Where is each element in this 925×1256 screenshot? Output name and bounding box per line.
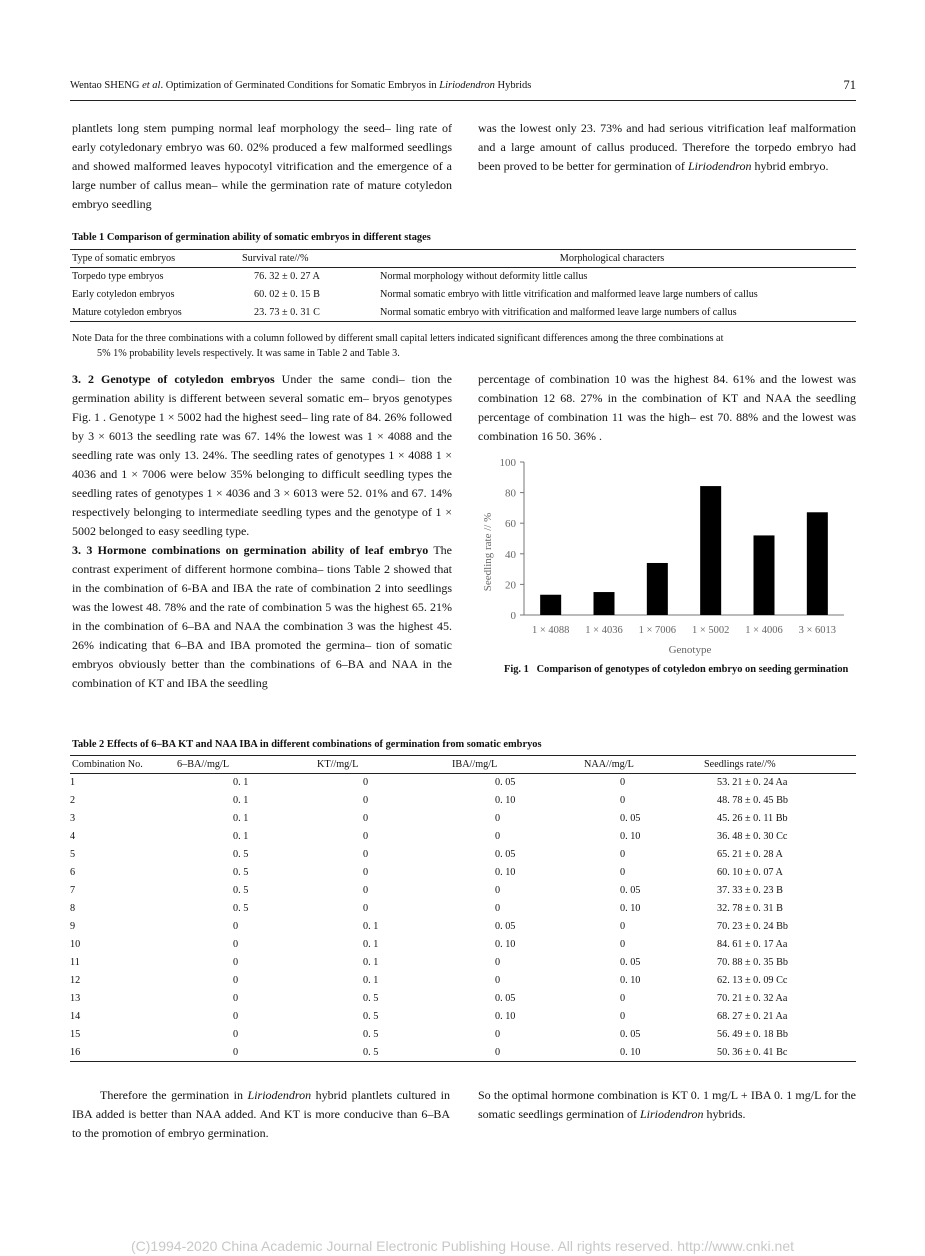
section-3-3-heading: 3. 3 Hormone combinations on germination ability of leaf embryo bbox=[72, 543, 429, 557]
table-row bbox=[70, 304, 856, 322]
table-cell: 0 bbox=[233, 993, 239, 1004]
table1-caption: Table 1 Comparison of germination ability of somatic embryos in different stages bbox=[72, 232, 431, 243]
article-title-part2: Hybrids bbox=[494, 80, 532, 91]
table-cell: 50. 36 ± 0. 41 Bc bbox=[717, 1046, 788, 1058]
section-3-3-text: The contrast experiment of different hormone combina– tions Table 2 showed that in the combination of 6-BA and IBA the rate of combination 2 into seedlings was the lowest 48. 78% and the rate of combination 5 was the highest 65. 21% in the combination of 6–BA and NAA the combination 3 was the highest 45. 26% indicating that 6–BA and IBA promoted the germina– tion of somatic embryos obviously better than the combinations of 6–BA and NAA in the combination of KT and IBA the seedling bbox=[72, 543, 452, 690]
middle-right-paragraph bbox=[478, 370, 856, 446]
table-cell: Torpedo type embryos bbox=[72, 271, 164, 283]
table2-header-row bbox=[70, 756, 856, 774]
table-cell: 70. 21 ± 0. 32 Aa bbox=[717, 993, 788, 1004]
x-tick-label: 1 × 4088 bbox=[531, 625, 570, 636]
y-axis-label: Seedling rate // % bbox=[482, 512, 494, 592]
table-row bbox=[70, 792, 856, 810]
table-cell: 0 bbox=[620, 777, 626, 789]
table-cell: 0 bbox=[495, 957, 501, 968]
table2-caption: Table 2 Effects of 6–BA KT and NAA IBA in different combinations of germination from somatic embryos bbox=[72, 739, 542, 750]
table-cell: 0 bbox=[363, 813, 369, 824]
table-cell: 0 bbox=[233, 975, 239, 986]
table-cell: 0. 5 bbox=[363, 993, 379, 1004]
table-cell: 5 bbox=[70, 849, 76, 860]
table-cell: 15 bbox=[70, 1029, 81, 1040]
table-row bbox=[70, 846, 856, 864]
bottom-right-text: So the optimal hormone combination is KT 0. 1 mg/L + IBA 0. 1 mg/L for the somatic seedlings germination of Liriodendron hybrids. bbox=[478, 1088, 856, 1121]
et-al: et al bbox=[142, 80, 161, 91]
table-cell: 48. 78 ± 0. 45 Bb bbox=[717, 795, 788, 806]
table-cell: 0. 5 bbox=[233, 849, 249, 860]
table-cell: 4 bbox=[70, 831, 76, 842]
table-cell: 0. 5 bbox=[233, 903, 249, 914]
table-row bbox=[70, 774, 856, 792]
table-cell: 0. 5 bbox=[233, 885, 249, 896]
top-left-text: plantlets long stem pumping normal leaf morphology the seed– ling rate of early cotyledonary embryo was 60. 02% produced a few malformed seedlings and showed malformed leaves hypocotyl vitrification and the emergence of a large number of callus mean– while the germination rate of mature cotyledon embryo seedling bbox=[72, 121, 452, 211]
table-cell: 0. 1 bbox=[363, 957, 379, 968]
table-cell: 0. 1 bbox=[363, 975, 379, 986]
table-cell: Early cotyledon embryos bbox=[72, 289, 175, 300]
table-cell: 45. 26 ± 0. 11 Bb bbox=[717, 813, 788, 824]
middle-left-column bbox=[72, 370, 452, 693]
table-cell: 0. 1 bbox=[233, 813, 249, 824]
table-cell: 0 bbox=[620, 867, 626, 878]
table2-header-naa: NAA//mg/L bbox=[584, 759, 634, 770]
table1 bbox=[70, 249, 856, 322]
table-cell: 16 bbox=[70, 1046, 81, 1058]
table-cell: 0. 05 bbox=[620, 957, 641, 968]
table-cell: 0. 10 bbox=[620, 831, 641, 842]
table-row bbox=[70, 1026, 856, 1044]
table1-header-row bbox=[70, 250, 856, 268]
table-cell: 0. 1 bbox=[233, 777, 249, 789]
table-cell: 0. 05 bbox=[495, 993, 516, 1004]
top-right-paragraph bbox=[478, 119, 856, 176]
header-rule bbox=[70, 100, 856, 101]
table-row bbox=[70, 864, 856, 882]
table-cell: 23. 73 ± 0. 31 C bbox=[254, 306, 320, 318]
table-cell: 0 bbox=[233, 957, 239, 968]
table-cell: 53. 21 ± 0. 24 Aa bbox=[717, 777, 788, 789]
x-tick-label: 1 × 5002 bbox=[691, 625, 730, 636]
x-tick-label: 1 × 7006 bbox=[638, 625, 677, 636]
table2-header-iba: IBA//mg/L bbox=[452, 759, 498, 770]
table-cell: 3 bbox=[70, 813, 76, 824]
x-tick-label: 3 × 6013 bbox=[798, 625, 837, 636]
bar bbox=[807, 512, 828, 615]
table-cell: 0 bbox=[495, 813, 501, 824]
top-right-text: was the lowest only 23. 73% and had serious vitrification leaf malformation and a large amount of callus produced. Therefore the torpedo embryo had been proved to be better for germination of Liriodendron hybrid embryo. bbox=[478, 121, 856, 173]
bar bbox=[594, 592, 615, 615]
bar bbox=[754, 535, 775, 615]
table-cell: 0 bbox=[495, 1046, 501, 1058]
y-tick-label: 20 bbox=[505, 579, 516, 592]
top-left-paragraph bbox=[72, 119, 452, 214]
table-cell: Normal somatic embryo with vitrification and malformed leave large numbers of callus bbox=[380, 306, 737, 318]
figure-caption-text: Comparison of genotypes of cotyledon embryo on seeding germination bbox=[536, 664, 849, 675]
table-cell: 0. 5 bbox=[363, 1011, 379, 1022]
table-cell: 84. 61 ± 0. 17 Aa bbox=[717, 939, 788, 950]
table-cell: 8 bbox=[70, 903, 76, 914]
bottom-left-text: Therefore the germination in Liriodendron hybrid plantlets cultured in IBA added is better than NAA added. And KT is more conducive than 6–BA to the promotion of embryo germination. bbox=[72, 1088, 451, 1140]
table-cell: 0. 10 bbox=[495, 867, 516, 878]
table-cell: 0. 10 bbox=[620, 975, 641, 986]
table-cell: 0 bbox=[495, 885, 501, 896]
table-cell: 0. 05 bbox=[620, 885, 641, 896]
copyright-footer: (C)1994-2020 China Academic Journal Electronic Publishing House. All rights reserved. http://www.cnki.net bbox=[131, 1238, 794, 1254]
section-3-2-text: Under the same condi– tion the germination ability is different between several somatic em– bryos genotypes Fig. 1 . Genotype 1 × 5002 had the highest seed– ling rate of 84. 26% followed by 3 × 6013 the seedling rate was 67. 14% the lowest was 1 × 4088 and the seedling rate was only 13. 24%. The seedling rates of genotypes 1 × 4088 1 × 4036 and 1 × 7006 were below 35% belonging to difficult seedling types the seedling rates of genotypes 1 × 4036 and 3 × 6013 were 52. 01% and 67. 14% respectively belonging to intermediate seedling types and the genotype of 1 × 5002 belonged to easy seedling type. bbox=[72, 372, 452, 538]
table-cell: 0 bbox=[620, 849, 626, 860]
table-cell: 0 bbox=[495, 975, 501, 986]
table1-header-survival: Survival rate//% bbox=[242, 253, 309, 264]
table-cell: 0 bbox=[363, 831, 369, 842]
table-cell: 1 bbox=[70, 777, 76, 789]
x-tick-label: 1 × 4006 bbox=[745, 625, 783, 636]
table-cell: 0. 10 bbox=[620, 903, 641, 914]
table-cell: 76. 32 ± 0. 27 A bbox=[254, 271, 320, 283]
table-cell: 68. 27 ± 0. 21 Aa bbox=[717, 1011, 788, 1022]
section-3-3 bbox=[72, 541, 452, 693]
table-row bbox=[70, 828, 856, 846]
table-row bbox=[70, 882, 856, 900]
table-cell: 0 bbox=[233, 1046, 239, 1058]
bottom-right-paragraph bbox=[478, 1086, 856, 1124]
table-cell: 0 bbox=[620, 939, 626, 950]
table-cell: 0 bbox=[363, 867, 369, 878]
table-cell: 0. 1 bbox=[363, 921, 379, 932]
table-cell: 0. 10 bbox=[620, 1046, 641, 1058]
table-row bbox=[70, 972, 856, 990]
y-tick-label: 0 bbox=[510, 610, 516, 622]
table-cell: 2 bbox=[70, 795, 76, 806]
article-title-part1: . Optimization of Germinated Conditions for Somatic Embryos in bbox=[160, 80, 440, 91]
table2-header-kt: KT//mg/L bbox=[317, 759, 359, 770]
table-cell: 0. 10 bbox=[495, 1011, 516, 1022]
table2-header-combination: Combination No. bbox=[72, 759, 143, 770]
table-cell: 10 bbox=[70, 939, 81, 950]
table-cell: 36. 48 ± 0. 30 Cc bbox=[717, 831, 788, 842]
genotype-bar-chart bbox=[478, 452, 858, 657]
table-cell: 0 bbox=[363, 795, 369, 806]
table-cell: Normal morphology without deformity little callus bbox=[380, 271, 588, 283]
y-tick-label: 60 bbox=[505, 518, 516, 531]
table2-header-6ba: 6–BA//mg/L bbox=[177, 759, 230, 770]
table-cell: 0. 05 bbox=[495, 777, 516, 789]
table-cell: 9 bbox=[70, 921, 76, 932]
table-row bbox=[70, 810, 856, 828]
table-cell: 0 bbox=[233, 1011, 239, 1022]
table-cell: 0. 05 bbox=[620, 1029, 641, 1040]
bar bbox=[647, 563, 668, 615]
table-cell: 0. 05 bbox=[495, 921, 516, 932]
table-cell: 0 bbox=[495, 1029, 501, 1040]
table-cell: 0 bbox=[495, 831, 501, 842]
table2 bbox=[70, 755, 856, 1062]
table-cell: 0. 05 bbox=[620, 813, 641, 824]
table-cell: 0. 1 bbox=[363, 939, 379, 950]
bottom-left-paragraph bbox=[72, 1086, 450, 1143]
table-cell: 0 bbox=[363, 885, 369, 896]
table-cell: 70. 88 ± 0. 35 Bb bbox=[717, 957, 788, 968]
table2-header-seedlings: Seedlings rate//% bbox=[704, 759, 776, 770]
figure-label: Fig. 1 bbox=[504, 664, 529, 675]
bar bbox=[700, 486, 721, 615]
table-cell: 6 bbox=[70, 867, 76, 878]
section-3-2 bbox=[72, 370, 452, 541]
table-cell: 7 bbox=[70, 885, 76, 896]
authors: Wentao SHENG bbox=[70, 80, 143, 91]
table-row bbox=[70, 1008, 856, 1026]
table1-header-morphology: Morphological characters bbox=[559, 253, 665, 264]
table-row bbox=[70, 1044, 856, 1062]
table-cell: 60. 02 ± 0. 15 B bbox=[254, 289, 320, 300]
table-row bbox=[70, 954, 856, 972]
table1-note-line2: 5% 1% probability levels respectively. It was same in Table 2 and Table 3. bbox=[97, 348, 400, 359]
bars bbox=[540, 486, 828, 615]
bar bbox=[540, 595, 561, 615]
table-cell: 0. 5 bbox=[363, 1029, 379, 1040]
table1-note-line1: Note Data for the three combinations with a column followed by different small capital letters indicated significant differences among the three combinations at bbox=[72, 333, 724, 344]
table-cell: 0 bbox=[363, 849, 369, 860]
table-cell: 0 bbox=[363, 903, 369, 914]
table-cell: 0. 5 bbox=[363, 1046, 379, 1058]
table-cell: 0 bbox=[620, 795, 626, 806]
table-cell: 62. 13 ± 0. 09 Cc bbox=[717, 975, 788, 986]
table-cell: 0. 1 bbox=[233, 831, 249, 842]
y-tick-label: 40 bbox=[505, 548, 516, 561]
article-title-genus: Liriodendron bbox=[439, 80, 495, 91]
table1-header-type: Type of somatic embryos bbox=[72, 253, 176, 264]
x-tick-label: 1 × 4036 bbox=[585, 625, 623, 636]
figure-caption bbox=[504, 662, 856, 678]
table-cell: 0 bbox=[620, 921, 626, 932]
table-cell: 0. 1 bbox=[233, 795, 249, 806]
table-cell: 13 bbox=[70, 993, 81, 1004]
x-axis-label: Genotype bbox=[668, 644, 712, 656]
table-cell: 37. 33 ± 0. 23 B bbox=[717, 885, 783, 896]
table-cell: 0 bbox=[233, 1029, 239, 1040]
middle-right-text: percentage of combination 10 was the highest 84. 61% and the lowest was combination 12 68. 27% in the combination of KT and NAA the seedling percentage of combination 11 was the high– est 70. 88% and the lowest was combination 16 50. 36% . bbox=[478, 372, 856, 443]
section-3-2-heading: 3. 2 Genotype of cotyledon embryos bbox=[72, 372, 275, 386]
table-row bbox=[70, 936, 856, 954]
x-tick-labels bbox=[532, 625, 836, 636]
running-head bbox=[70, 80, 856, 91]
table-cell: 60. 10 ± 0. 07 A bbox=[717, 867, 783, 878]
table-cell: 0. 10 bbox=[495, 795, 516, 806]
table-cell: 0 bbox=[495, 903, 501, 914]
table-cell: 12 bbox=[70, 975, 81, 986]
y-tick-label: 100 bbox=[499, 457, 516, 469]
table-cell: 0 bbox=[620, 993, 626, 1004]
table-row bbox=[70, 990, 856, 1008]
page-number: 71 bbox=[843, 78, 856, 92]
table-row bbox=[70, 286, 856, 304]
table-cell: 11 bbox=[70, 957, 80, 968]
table-cell: 65. 21 ± 0. 28 A bbox=[717, 849, 783, 860]
table-cell: 0. 10 bbox=[495, 939, 516, 950]
table-cell: 0 bbox=[233, 921, 239, 932]
table-cell: 0 bbox=[620, 1011, 626, 1022]
table-row bbox=[70, 918, 856, 936]
table-cell: 0 bbox=[363, 777, 369, 789]
table-row bbox=[70, 268, 856, 286]
table1-note bbox=[72, 331, 855, 361]
table-cell: 0. 5 bbox=[233, 867, 249, 878]
table-cell: 0. 05 bbox=[495, 849, 516, 860]
table-cell: 0 bbox=[233, 939, 239, 950]
table-cell: 56. 49 ± 0. 18 Bb bbox=[717, 1029, 788, 1040]
table-cell: Normal somatic embryo with little vitrification and malformed leave large numbers of callus bbox=[380, 289, 758, 300]
table-cell: 70. 23 ± 0. 24 Bb bbox=[717, 921, 788, 932]
table-cell: Mature cotyledon embryos bbox=[72, 306, 182, 318]
table-cell: 14 bbox=[70, 1011, 81, 1022]
table-row bbox=[70, 900, 856, 918]
table-cell: 32. 78 ± 0. 31 B bbox=[717, 903, 783, 914]
y-tick-label: 80 bbox=[505, 487, 516, 500]
